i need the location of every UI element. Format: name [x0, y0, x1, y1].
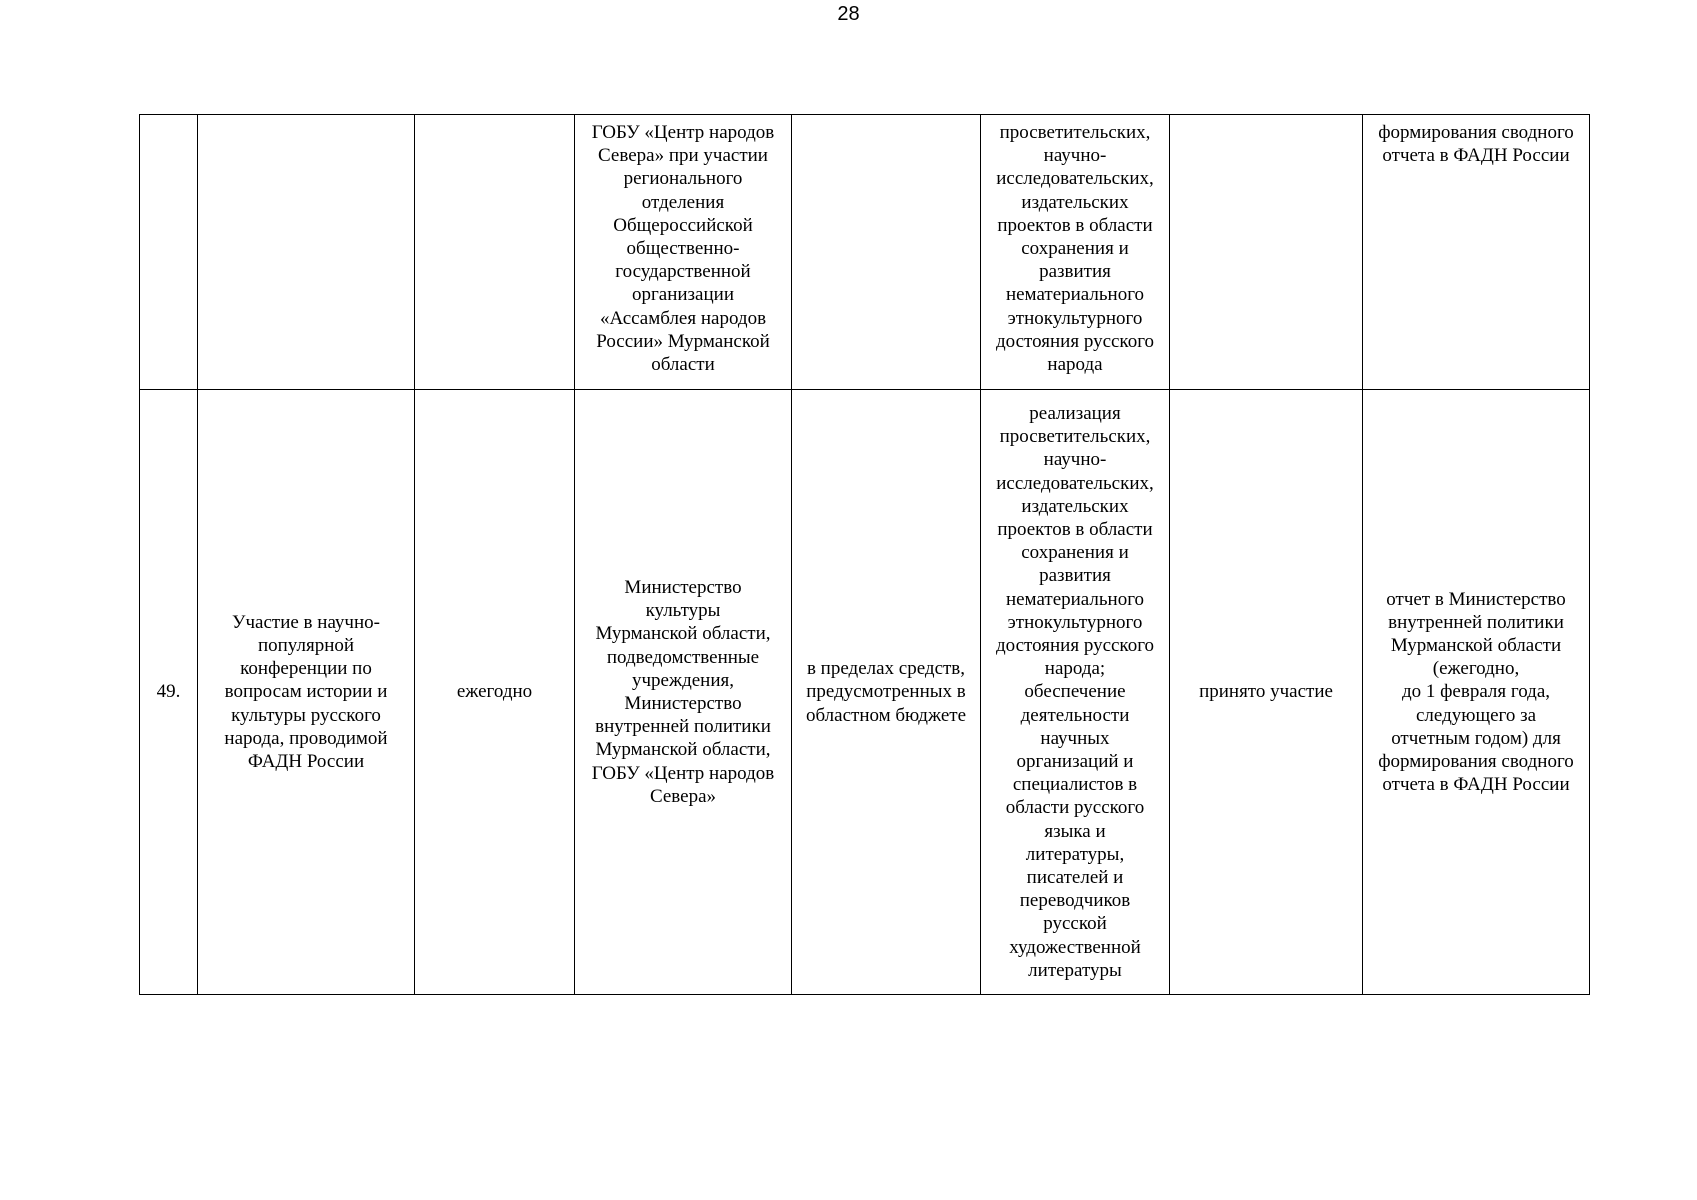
page-number: 28 — [837, 3, 860, 25]
cell-line: нематериального — [1005, 284, 1145, 306]
cell-line: Мурманской области, — [595, 739, 771, 761]
cell-report — [1363, 390, 1590, 995]
cell-line: Министерство — [624, 693, 742, 714]
cell-line: Севера» при участии — [598, 145, 768, 167]
cell-line: внутренней политики — [595, 716, 771, 738]
cell-line: языка и — [1044, 820, 1106, 842]
cell-line: предусмотренных в — [806, 681, 966, 703]
cell-line: просветительских, — [999, 122, 1151, 143]
cell-line: ежегодно — [456, 681, 533, 703]
cell-line: Общероссийской — [613, 214, 753, 236]
cell-line: научно- — [1043, 145, 1107, 167]
cell-line: нематериального — [1005, 588, 1145, 610]
cell-line: развития — [1039, 261, 1111, 283]
cell-line: издательских — [1021, 191, 1129, 213]
cell-line: Мурманской области — [1390, 634, 1562, 656]
table-row-49 — [140, 390, 1590, 995]
cell-line: общественно- — [626, 238, 740, 260]
cell-line: отчета в ФАДН России — [1382, 774, 1570, 796]
cell-report — [1363, 115, 1590, 390]
cell-line: литературы, — [1025, 843, 1125, 865]
cell-line: этнокультурного — [1007, 307, 1143, 329]
cell-line: переводчиков — [1019, 890, 1131, 912]
cell-line: ГОБУ «Центр народов — [591, 122, 775, 143]
cell-line: достояния русского — [995, 330, 1155, 352]
cell-line: издательских — [1021, 495, 1129, 517]
cell-line: сохранения и — [1021, 238, 1129, 260]
cell-line: исследовательских, — [996, 168, 1154, 190]
cell-line: художественной — [1009, 936, 1141, 958]
cell-line: Севера» — [649, 785, 717, 807]
cell-funding — [792, 390, 981, 995]
cell-line: (ежегодно, — [1432, 658, 1520, 680]
cell-line: России» Мурманской — [596, 330, 770, 352]
cell-line: деятельности — [1020, 704, 1130, 726]
cell-line: народа, проводимой — [224, 727, 388, 749]
cell-line: регионального — [623, 168, 743, 190]
cell-line: формирования сводного — [1378, 751, 1574, 772]
cell-line: популярной — [257, 634, 355, 656]
cell-line: области — [651, 354, 715, 376]
cell-line: Мурманской области, — [595, 623, 771, 645]
cell-line: литературы — [1028, 959, 1122, 981]
cell-line: области русского — [1005, 797, 1145, 819]
cell-line: достояния русского — [995, 634, 1155, 656]
cell-line: отчета в ФАДН России — [1382, 145, 1570, 167]
cell-line: в пределах средств, — [806, 658, 966, 680]
cell-line: подведомственные — [606, 646, 760, 668]
cell-term — [415, 115, 575, 390]
cell-line: сохранения и — [1021, 542, 1129, 564]
cell-executors — [575, 115, 792, 390]
cell-line: проектов в области — [997, 518, 1153, 540]
cell-result — [1170, 115, 1363, 390]
cell-indicators — [981, 115, 1170, 390]
cell-line: до 1 февраля года, — [1401, 681, 1551, 703]
cell-line: проектов в области — [997, 214, 1153, 236]
cell-result — [1170, 390, 1363, 995]
cell-line: следующего за — [1415, 704, 1537, 726]
cell-line: ГОБУ «Центр народов — [591, 762, 775, 784]
cell-line: народа; — [1044, 658, 1106, 680]
cell-line: конференции по — [240, 658, 372, 680]
cell-line: формирования сводного — [1378, 122, 1574, 143]
cell-term — [415, 390, 575, 995]
cell-line: Министерство — [624, 576, 742, 598]
cell-line: развития — [1039, 565, 1111, 587]
cell-line: специалистов в — [1012, 774, 1138, 796]
table-row-continuation — [140, 115, 1590, 390]
cell-executors — [575, 390, 792, 995]
cell-line: культуры — [645, 600, 721, 622]
row-number: 49. — [156, 681, 181, 703]
cell-line: внутренней политики — [1388, 611, 1564, 633]
cell-line: «Ассамблея народов — [599, 307, 767, 329]
cell-line: областном бюджете — [805, 704, 967, 726]
plan-table — [139, 114, 1590, 995]
cell-number — [140, 115, 198, 390]
cell-line: отчетным годом) для — [1391, 727, 1561, 749]
cell-line: народа — [1047, 354, 1103, 376]
cell-line: принято участие — [1199, 681, 1333, 703]
cell-line: научно- — [1043, 449, 1107, 471]
cell-funding — [792, 115, 981, 390]
cell-line: отчет в Министерство — [1386, 588, 1566, 610]
cell-line: отделения — [641, 191, 725, 213]
cell-line: этнокультурного — [1007, 611, 1143, 633]
cell-indicators — [981, 390, 1170, 995]
cell-event — [198, 115, 415, 390]
cell-line: русской — [1043, 913, 1107, 935]
cell-line: учреждения, — [631, 669, 735, 691]
cell-line: просветительских, — [999, 426, 1151, 448]
cell-line: вопросам истории и — [224, 681, 388, 703]
cell-line: организации — [631, 284, 734, 306]
cell-line: организаций и — [1016, 751, 1134, 772]
cell-line: реализация — [1029, 402, 1121, 424]
cell-event — [198, 390, 415, 995]
cell-line: исследовательских, — [996, 472, 1154, 494]
cell-line: Участие в научно- — [232, 611, 380, 633]
cell-number — [140, 390, 198, 995]
cell-line: обеспечение — [1024, 681, 1126, 703]
cell-line: культуры русского — [231, 704, 381, 726]
cell-line: научных — [1040, 727, 1110, 749]
cell-line: писателей и — [1026, 867, 1124, 889]
cell-line: государственной — [615, 261, 751, 283]
cell-line: ФАДН России — [247, 751, 365, 772]
